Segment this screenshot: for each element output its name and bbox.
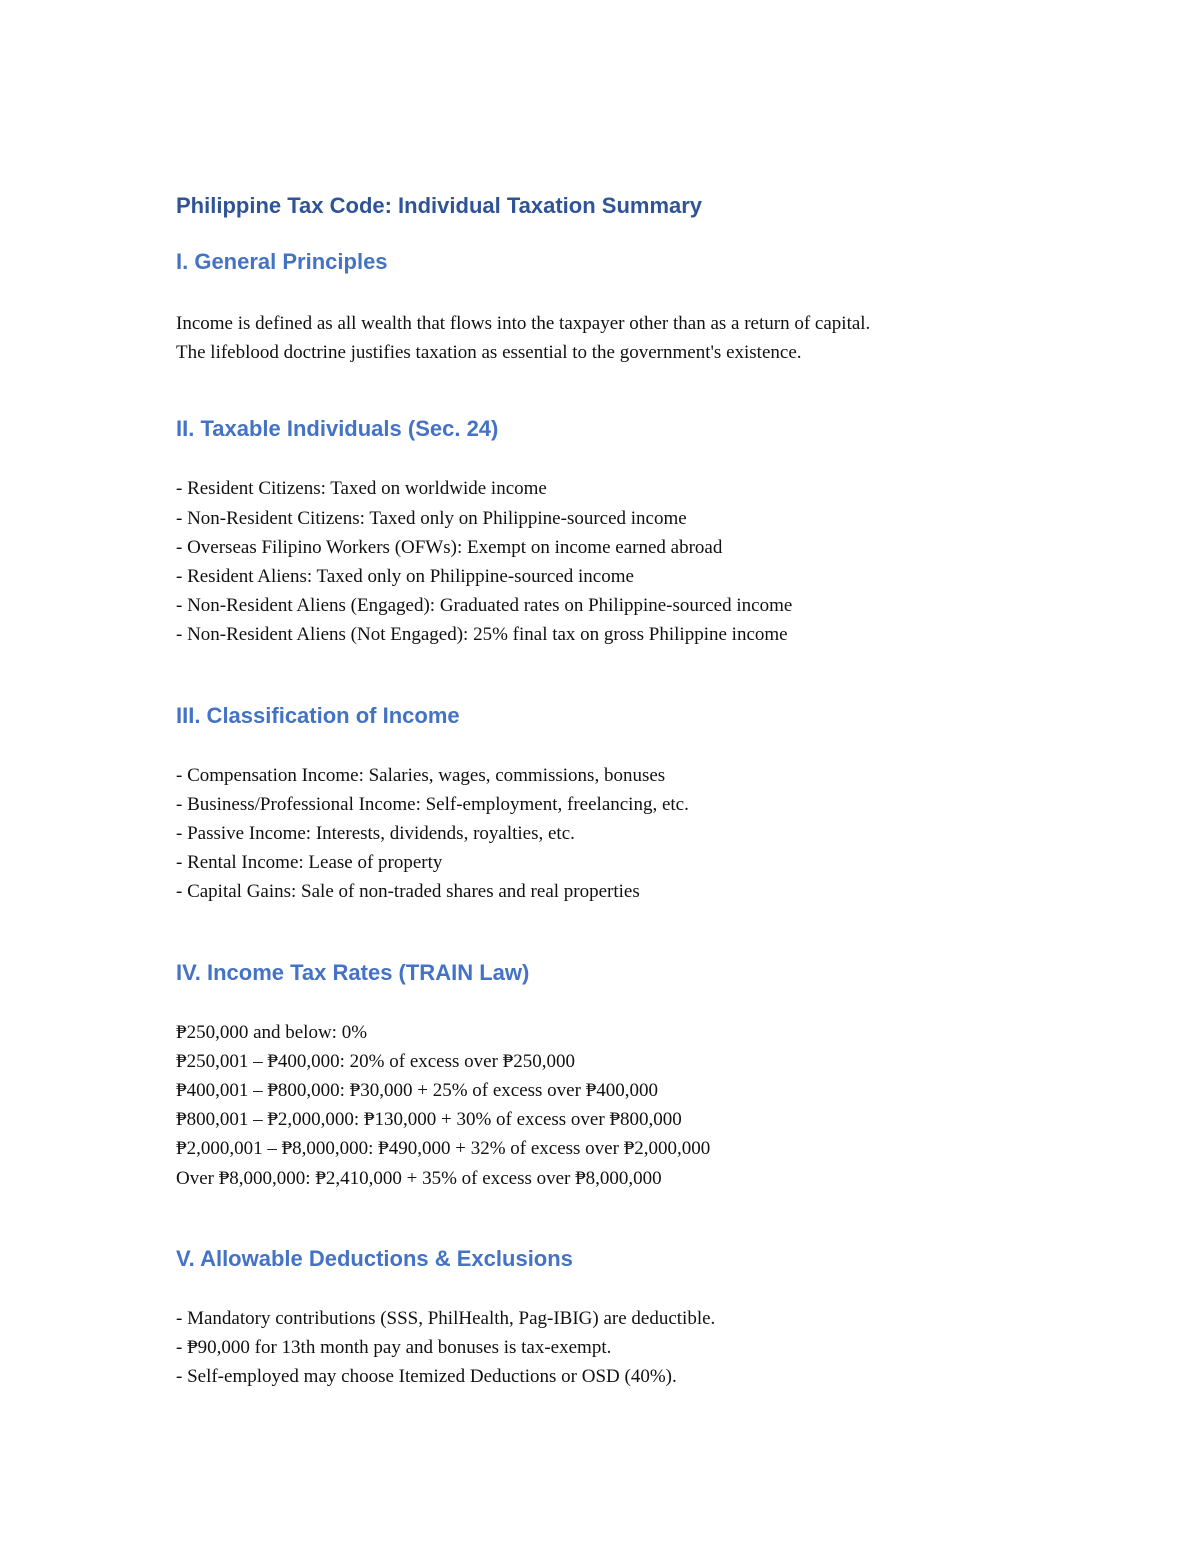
tax-bracket-line: Over ₱8,000,000: ₱2,410,000 + 35% of excess over ₱8,000,000 xyxy=(176,1167,662,1189)
section-body-allowable-deductions xyxy=(176,1304,1056,1392)
document-title: Philippine Tax Code: Individual Taxation Summary xyxy=(176,193,703,218)
section-heading-general-principles: I. General Principles xyxy=(176,249,388,274)
list-item: - Business/Professional Income: Self-employment, freelancing, etc. xyxy=(176,793,689,815)
list-item: - Self-employed may choose Itemized Deductions or OSD (40%). xyxy=(176,1366,677,1388)
list-item: - Capital Gains: Sale of non-traded shares and real properties xyxy=(176,881,640,903)
section-heading-allowable-deductions: V. Allowable Deductions & Exclusions xyxy=(176,1245,573,1271)
paragraph-line: The lifeblood doctrine justifies taxation as essential to the government's existence. xyxy=(176,342,802,364)
paragraph-line: Income is defined as all wealth that flows into the taxpayer other than as a return of capital. xyxy=(176,313,871,334)
section-heading-taxable-individuals: II. Taxable Individuals (Sec. 24) xyxy=(176,416,499,442)
list-item: - ₱90,000 for 13th month pay and bonuses is tax-exempt. xyxy=(176,1337,612,1359)
list-item: - Resident Aliens: Taxed only on Philippine-sourced income xyxy=(176,566,634,588)
tax-bracket-line: ₱400,001 – ₱800,000: ₱30,000 + 25% of excess over ₱400,000 xyxy=(176,1080,659,1102)
tax-bracket-line: ₱250,000 and below: 0% xyxy=(176,1021,368,1043)
tax-bracket-line: ₱250,001 – ₱400,000: 20% of excess over ₱250,000 xyxy=(176,1050,575,1072)
section-body-general-principles xyxy=(176,309,1056,367)
list-item: - Passive Income: Interests, dividends, royalties, etc. xyxy=(176,823,575,845)
list-item: - Compensation Income: Salaries, wages, commissions, bonuses xyxy=(176,764,666,786)
list-item: - Non-Resident Aliens (Not Engaged): 25% final tax on gross Philippine income xyxy=(176,624,788,646)
section-body-classification-of-income xyxy=(176,761,1056,907)
list-item: - Overseas Filipino Workers (OFWs): Exempt on income earned abroad xyxy=(176,536,723,558)
list-item: - Rental Income: Lease of property xyxy=(176,852,443,874)
document-body xyxy=(176,188,1056,1391)
section-body-income-tax-rates xyxy=(176,1018,1056,1193)
list-item: - Resident Citizens: Taxed on worldwide income xyxy=(176,478,547,500)
tax-bracket-line: ₱2,000,001 – ₱8,000,000: ₱490,000 + 32% of excess over ₱2,000,000 xyxy=(176,1138,711,1160)
section-heading-income-tax-rates: IV. Income Tax Rates (TRAIN Law) xyxy=(176,959,530,985)
section-heading-classification-of-income: III. Classification of Income xyxy=(176,702,460,728)
section-body-taxable-individuals xyxy=(176,474,1056,649)
list-item: - Non-Resident Citizens: Taxed only on Philippine-sourced income xyxy=(176,507,687,529)
tax-bracket-line: ₱800,001 – ₱2,000,000: ₱130,000 + 30% of excess over ₱800,000 xyxy=(176,1109,682,1131)
list-item: - Mandatory contributions (SSS, PhilHealth, Pag-IBIG) are deductible. xyxy=(176,1307,716,1329)
list-item: - Non-Resident Aliens (Engaged): Graduated rates on Philippine-sourced income xyxy=(176,595,793,617)
